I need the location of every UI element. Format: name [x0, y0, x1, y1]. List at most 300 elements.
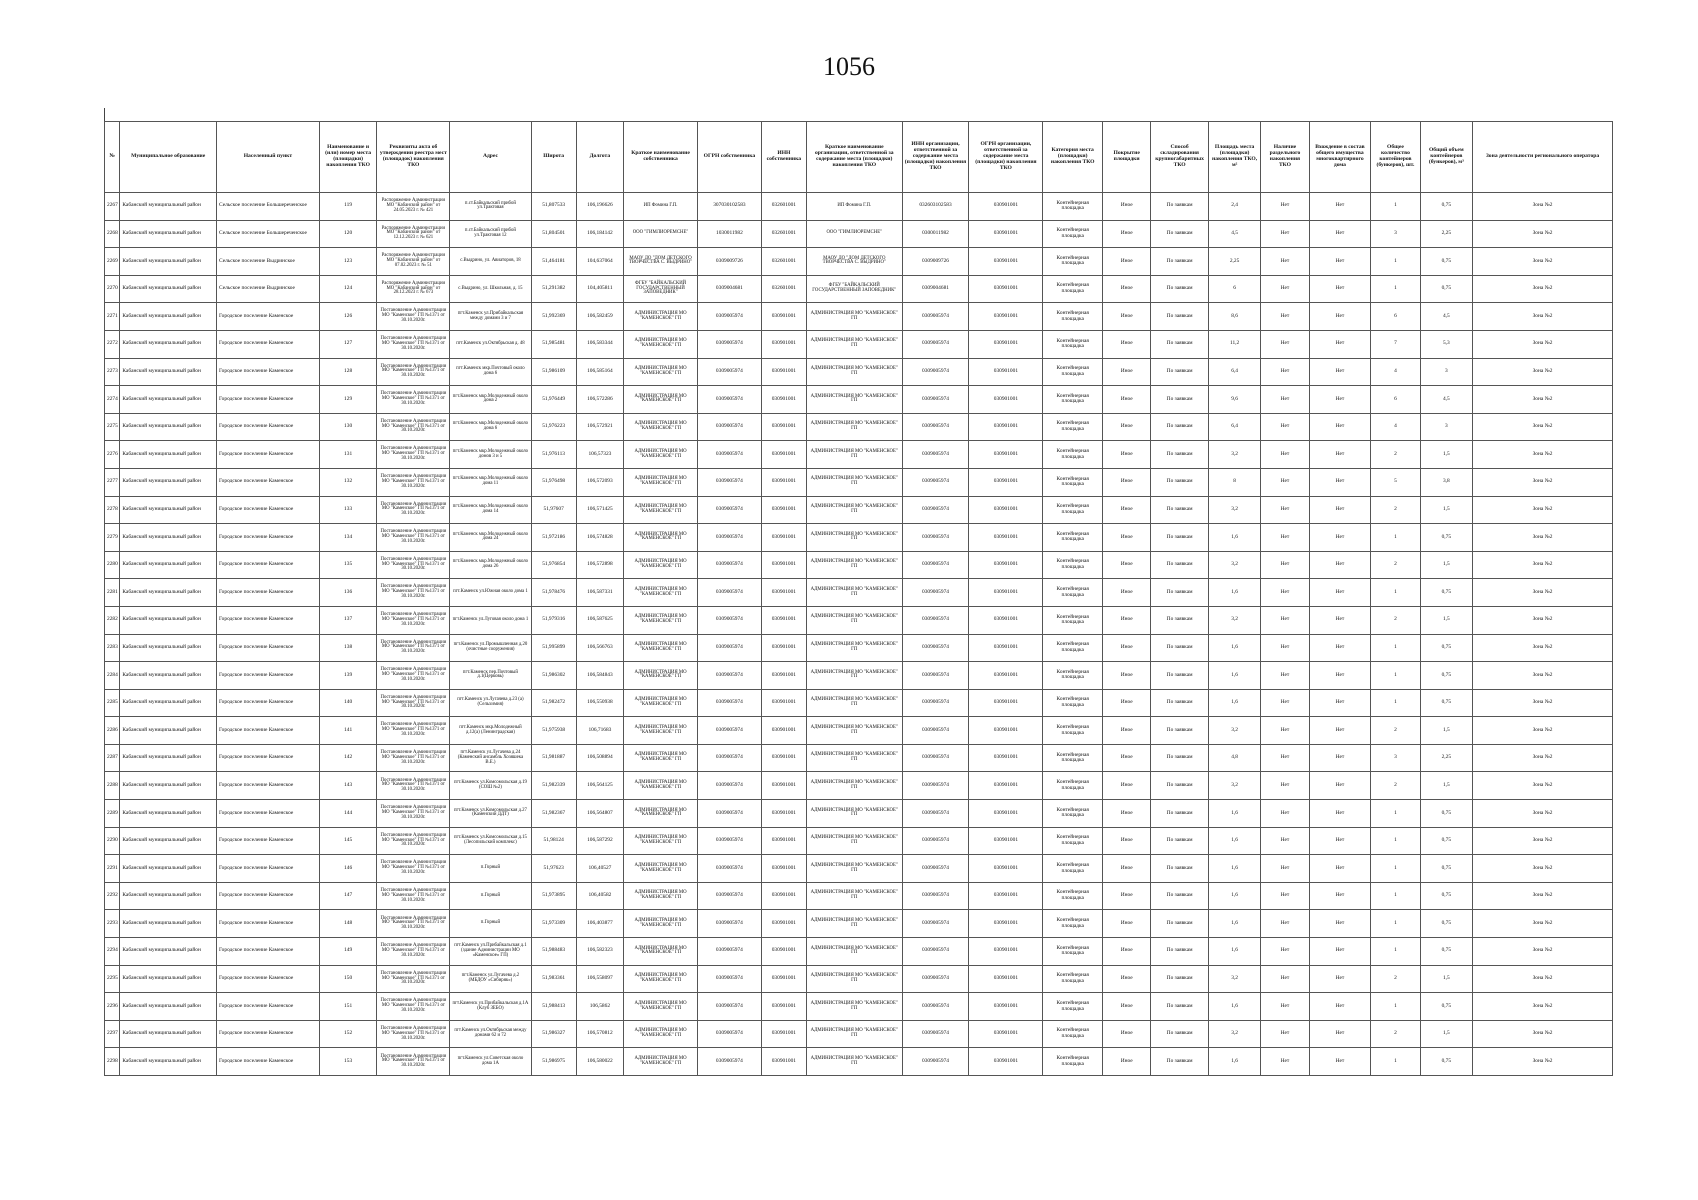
table-row	[105, 330, 1613, 358]
table-cell: 030901001	[761, 744, 806, 772]
table-cell: АДМИНИСТРАЦИЯ МО "КАМЕНСКОЕ" ГП	[624, 717, 698, 745]
table-cell: 1	[1371, 800, 1420, 828]
table-cell: Нет	[1309, 524, 1371, 552]
table-cell: Зона №2	[1473, 193, 1613, 221]
table-row	[105, 606, 1613, 634]
table-cell: 129	[319, 386, 377, 414]
table-cell: АДМИНИСТРАЦИЯ МО "КАМЕНСКОЕ" ГП	[624, 468, 698, 496]
table-cell: 51,973309	[531, 910, 576, 938]
table-cell: 1	[1371, 689, 1420, 717]
table-cell: Распоряжение Администрации МО "Кабанский район" от 24.05.2023 г. № 421	[377, 193, 450, 221]
table-cell: Контейнерная площадка	[1043, 882, 1103, 910]
table-cell: 0309005974	[698, 496, 762, 524]
table-cell: АДМИНИСТРАЦИЯ МО "КАМЕНСКОЕ" ГП	[806, 386, 902, 414]
table-cell: Нет	[1261, 193, 1309, 221]
table-cell: Нет	[1261, 662, 1309, 690]
table-cell: Зона №2	[1473, 496, 1613, 524]
table-cell: АДМИНИСТРАЦИЯ МО "КАМЕНСКОЕ" ГП	[624, 441, 698, 469]
table-cell: 131	[319, 441, 377, 469]
table-cell: 106,564807	[576, 800, 623, 828]
table-cell: пгт.Каменск ул.Октябрьская между домами 62 и 72	[450, 1020, 531, 1048]
table-cell: 0309005974	[902, 744, 969, 772]
table-cell: 1	[1371, 634, 1420, 662]
table-cell: Контейнерная площадка	[1043, 855, 1103, 883]
table-cell: 030901001	[969, 938, 1043, 966]
table-row	[105, 441, 1613, 469]
table-cell: АДМИНИСТРАЦИЯ МО "КАМЕНСКОЕ" ГП	[806, 579, 902, 607]
table-cell: Контейнерная площадка	[1043, 330, 1103, 358]
table-cell: 0309005974	[902, 993, 969, 1021]
table-cell: пгт.Каменск ул.Прибайкальская д.1А (Клуб ЗЕБО)	[450, 993, 531, 1021]
table-cell: По заявкам	[1151, 496, 1209, 524]
table-cell: 0309005974	[698, 993, 762, 1021]
table-cell: Нет	[1309, 882, 1371, 910]
table-cell: Постановление Администрации МО "Каменское" ГП №1371 от 30.10.2020г.	[377, 606, 450, 634]
table-cell: Кабанский муниципальный район	[120, 882, 217, 910]
table-cell: Городское поселение Каменское	[217, 1048, 320, 1076]
table-cell: Зона №2	[1473, 910, 1613, 938]
table-cell: По заявкам	[1151, 386, 1209, 414]
table-cell: 1,6	[1208, 993, 1260, 1021]
table-cell: Нет	[1309, 993, 1371, 1021]
table-cell: 51,97607	[531, 496, 576, 524]
table-cell: Сельское поселение Большереченское	[217, 220, 320, 248]
column-header: Наименование и (или) номер места (площадки) накопления ТКО	[319, 122, 377, 193]
table-cell: АДМИНИСТРАЦИЯ МО "КАМЕНСКОЕ" ГП	[624, 965, 698, 993]
table-cell: АДМИНИСТРАЦИЯ МО "КАМЕНСКОЕ" ГП	[624, 330, 698, 358]
table-cell: Контейнерная площадка	[1043, 496, 1103, 524]
table-cell: Иное	[1103, 1048, 1151, 1076]
frame-tick	[104, 108, 105, 122]
table-cell: 0309005974	[698, 303, 762, 331]
table-cell: 4,5	[1420, 386, 1472, 414]
table-cell: 307030102583	[698, 193, 762, 221]
table-cell: 1	[1371, 275, 1420, 303]
table-cell: Городское поселение Каменское	[217, 800, 320, 828]
table-cell: 032603102583	[902, 193, 969, 221]
table-cell: 143	[319, 772, 377, 800]
table-cell: 106,196626	[576, 193, 623, 221]
table-cell: 030901001	[761, 882, 806, 910]
table-cell: Кабанский муниципальный район	[120, 800, 217, 828]
table-cell: 51,983361	[531, 965, 576, 993]
table-cell: 030901001	[969, 855, 1043, 883]
table-cell: Нет	[1309, 579, 1371, 607]
column-header: ИНН собственника	[761, 122, 806, 193]
table-cell: Нет	[1309, 689, 1371, 717]
table-cell: пгт.Каменск пер.Почтовый д.1(Церковь)	[450, 662, 531, 690]
table-cell: пгт.Каменск мкр.Молодежный д.12(а) (Ленинградская)	[450, 717, 531, 745]
table-cell: Кабанский муниципальный район	[120, 441, 217, 469]
table-cell: Иное	[1103, 358, 1151, 386]
table-cell: 51,807533	[531, 193, 576, 221]
table-cell: 51,986302	[531, 662, 576, 690]
table-cell: 1,5	[1420, 717, 1472, 745]
table-cell: 1,6	[1208, 689, 1260, 717]
table-cell: 139	[319, 662, 377, 690]
table-cell: 51,995899	[531, 634, 576, 662]
table-cell: Нет	[1261, 524, 1309, 552]
column-header: Краткое наименование собственника	[624, 122, 698, 193]
table-cell: 030901001	[969, 386, 1043, 414]
table-cell: Постановление Администрации МО "Каменское" ГП №1371 от 30.10.2020г.	[377, 800, 450, 828]
table-cell: 145	[319, 827, 377, 855]
table-cell: Нет	[1261, 910, 1309, 938]
page-number: 1056	[823, 52, 875, 81]
table-cell: 0309005974	[698, 662, 762, 690]
table-cell: Постановление Администрации МО "Каменское" ГП №1371 от 30.10.2020г.	[377, 634, 450, 662]
table-cell: 1,5	[1420, 772, 1472, 800]
table-cell: 030901001	[761, 662, 806, 690]
table-cell: Иное	[1103, 303, 1151, 331]
table-cell: пгт.Каменск ул.Промышленная д.20 (очистные сооружения)	[450, 634, 531, 662]
table-cell: 0309005974	[902, 606, 969, 634]
table-cell: 2	[1371, 606, 1420, 634]
table-cell: 1,5	[1420, 496, 1472, 524]
table-cell: Кабанский муниципальный район	[120, 717, 217, 745]
table-cell: Зона №2	[1473, 772, 1613, 800]
table-cell: Контейнерная площадка	[1043, 413, 1103, 441]
table-cell: Постановление Администрации МО "Каменское" ГП №1371 от 30.10.2020г.	[377, 827, 450, 855]
table-cell: По заявкам	[1151, 689, 1209, 717]
table-cell: Нет	[1309, 965, 1371, 993]
table-cell: пгт.Каменск мкр.Молодежный около дома 14	[450, 496, 531, 524]
table-cell: 51,988413	[531, 993, 576, 1021]
table-cell: Нет	[1309, 1048, 1371, 1076]
table-cell: Иное	[1103, 551, 1151, 579]
table-cell: 106,403877	[576, 910, 623, 938]
table-cell: По заявкам	[1151, 1048, 1209, 1076]
table-cell: По заявкам	[1151, 772, 1209, 800]
table-cell: Зона №2	[1473, 606, 1613, 634]
table-cell: Сельское поселение Большереченское	[217, 193, 320, 221]
table-cell: 3	[1371, 220, 1420, 248]
table-cell: 2272	[105, 330, 120, 358]
table-cell: Иное	[1103, 744, 1151, 772]
column-header: Вхождение в состав общего имущества многоквартирного дома	[1309, 122, 1371, 193]
table-cell: АДМИНИСТРАЦИЯ МО "КАМЕНСКОЕ" ГП	[624, 910, 698, 938]
table-cell: Кабанский муниципальный район	[120, 1020, 217, 1048]
table-cell: Контейнерная площадка	[1043, 772, 1103, 800]
table-cell: 153	[319, 1048, 377, 1076]
table-cell: Контейнерная площадка	[1043, 220, 1103, 248]
table-cell: 51,976854	[531, 551, 576, 579]
table-cell: ИП Фомина Г.П.	[806, 193, 902, 221]
table-cell: 2287	[105, 744, 120, 772]
table-row	[105, 634, 1613, 662]
table-cell: 0309005974	[902, 358, 969, 386]
table-cell: 030901001	[761, 1020, 806, 1048]
table-cell: Нет	[1261, 965, 1309, 993]
table-cell: 2298	[105, 1048, 120, 1076]
table-cell: пгт.Каменск мкр.Почтовый около дома 6	[450, 358, 531, 386]
table-cell: Городское поселение Каменское	[217, 772, 320, 800]
table-cell: АДМИНИСТРАЦИЯ МО "КАМЕНСКОЕ" ГП	[806, 330, 902, 358]
table-cell: 0,75	[1420, 993, 1472, 1021]
table-cell: 104,405811	[576, 275, 623, 303]
table-cell: Кабанский муниципальный район	[120, 193, 217, 221]
table-cell: 030901001	[761, 634, 806, 662]
table-cell: Контейнерная площадка	[1043, 441, 1103, 469]
table-cell: АДМИНИСТРАЦИЯ МО "КАМЕНСКОЕ" ГП	[624, 882, 698, 910]
table-cell: АДМИНИСТРАЦИЯ МО "КАМЕНСКОЕ" ГП	[806, 1020, 902, 1048]
table-cell: Городское поселение Каменское	[217, 496, 320, 524]
table-cell: 030901001	[761, 551, 806, 579]
table-cell: Кабанский муниципальный район	[120, 413, 217, 441]
table-cell: 2292	[105, 882, 120, 910]
table-cell: Нет	[1309, 827, 1371, 855]
table-cell: Нет	[1309, 386, 1371, 414]
table-cell: 030901001	[969, 662, 1043, 690]
table-cell: 0309005974	[902, 882, 969, 910]
table-cell: Кабанский муниципальный район	[120, 827, 217, 855]
table-cell: 1	[1371, 1048, 1420, 1076]
table-cell: Городское поселение Каменское	[217, 524, 320, 552]
table-cell: 128	[319, 358, 377, 386]
table-cell: 136	[319, 579, 377, 607]
table-cell: Нет	[1309, 800, 1371, 828]
table-cell: 030901001	[761, 855, 806, 883]
table-cell: 0309005974	[902, 689, 969, 717]
table-cell: 51,982472	[531, 689, 576, 717]
table-cell: 0,75	[1420, 882, 1472, 910]
table-cell: 106,580022	[576, 1048, 623, 1076]
table-cell: 1,6	[1208, 524, 1260, 552]
table-cell: 030901001	[969, 965, 1043, 993]
table-cell: Постановление Администрации МО "Каменское" ГП №1371 от 30.10.2020г.	[377, 468, 450, 496]
table-cell: 1	[1371, 579, 1420, 607]
table-cell: Иное	[1103, 882, 1151, 910]
table-cell: 030901001	[761, 1048, 806, 1076]
table-cell: Нет	[1309, 496, 1371, 524]
table-cell: 2278	[105, 496, 120, 524]
table-cell: 3,2	[1208, 606, 1260, 634]
table-cell: 0309005974	[902, 965, 969, 993]
table-cell: Иное	[1103, 220, 1151, 248]
table-cell: АДМИНИСТРАЦИЯ МО "КАМЕНСКОЕ" ГП	[806, 938, 902, 966]
table-cell: Кабанский муниципальный район	[120, 606, 217, 634]
table-cell: 2295	[105, 965, 120, 993]
table-cell: Нет	[1309, 606, 1371, 634]
table-cell: 0309005974	[698, 579, 762, 607]
table-cell: АДМИНИСТРАЦИЯ МО "КАМЕНСКОЕ" ГП	[806, 855, 902, 883]
table-cell: Кабанский муниципальный район	[120, 386, 217, 414]
table-cell: Постановление Администрации МО "Каменское" ГП №1371 от 30.10.2020г.	[377, 1020, 450, 1048]
table-cell: 2291	[105, 855, 120, 883]
table-cell: АДМИНИСТРАЦИЯ МО "КАМЕНСКОЕ" ГП	[624, 689, 698, 717]
table-cell: 106,587331	[576, 579, 623, 607]
table-cell: АДМИНИСТРАЦИЯ МО "КАМЕНСКОЕ" ГП	[624, 524, 698, 552]
table-cell: п.ст.Байкальский прибой ул.Трактовая 12	[450, 220, 531, 248]
table-cell: 2290	[105, 827, 120, 855]
table-cell: 0309005974	[698, 441, 762, 469]
table-cell: Городское поселение Каменское	[217, 386, 320, 414]
table-cell: 1,5	[1420, 606, 1472, 634]
table-cell: Иное	[1103, 330, 1151, 358]
table-cell: 0309005974	[902, 855, 969, 883]
table-cell: Иное	[1103, 827, 1151, 855]
table-cell: Контейнерная площадка	[1043, 579, 1103, 607]
table-cell: пгт.Каменск мкр.Молодежный около дома 11	[450, 468, 531, 496]
table-cell: Постановление Администрации МО "Каменское" ГП №1371 от 30.10.2020г.	[377, 965, 450, 993]
table-cell: 0309005974	[698, 965, 762, 993]
table-cell: 51,804501	[531, 220, 576, 248]
table-cell: 0309005974	[902, 413, 969, 441]
table-cell: Нет	[1261, 800, 1309, 828]
table-cell: 3,2	[1208, 551, 1260, 579]
table-cell: п.Горный	[450, 910, 531, 938]
table-cell: 030901001	[969, 468, 1043, 496]
table-cell: АДМИНИСТРАЦИЯ МО "КАМЕНСКОЕ" ГП	[624, 744, 698, 772]
table-cell: 106,550938	[576, 689, 623, 717]
table-cell: 030901001	[969, 1020, 1043, 1048]
table-cell: 030901001	[969, 248, 1043, 276]
table-cell: 030901001	[761, 468, 806, 496]
table-cell: Иное	[1103, 524, 1151, 552]
table-cell: Иное	[1103, 855, 1151, 883]
table-cell: По заявкам	[1151, 441, 1209, 469]
table-cell: АДМИНИСТРАЦИЯ МО "КАМЕНСКОЕ" ГП	[806, 468, 902, 496]
table-cell: 144	[319, 800, 377, 828]
table-cell: АДМИНИСТРАЦИЯ МО "КАМЕНСКОЕ" ГП	[806, 910, 902, 938]
table-cell: Нет	[1261, 220, 1309, 248]
table-cell: Кабанский муниципальный район	[120, 772, 217, 800]
table-cell: АДМИНИСТРАЦИЯ МО "КАМЕНСКОЕ" ГП	[624, 496, 698, 524]
table-cell: пгт.Каменск ул.Советская около дома 1А	[450, 1048, 531, 1076]
registry-table-wrapper	[104, 121, 1613, 1076]
table-cell: 030901001	[969, 330, 1043, 358]
table-cell: 1	[1371, 248, 1420, 276]
table-cell: 030901001	[761, 524, 806, 552]
table-cell: АДМИНИСТРАЦИЯ МО "КАМЕНСКОЕ" ГП	[806, 634, 902, 662]
table-cell: 030901001	[969, 800, 1043, 828]
table-cell: 106,582459	[576, 303, 623, 331]
table-cell: Нет	[1309, 330, 1371, 358]
table-cell: 2285	[105, 689, 120, 717]
table-cell: 1,6	[1208, 938, 1260, 966]
table-cell: Городское поселение Каменское	[217, 910, 320, 938]
table-cell: 51,986975	[531, 1048, 576, 1076]
table-cell: 0309005974	[698, 855, 762, 883]
table-cell: 3,2	[1208, 441, 1260, 469]
table-cell: Контейнерная площадка	[1043, 386, 1103, 414]
table-cell: 0,75	[1420, 855, 1472, 883]
table-cell: Кабанский муниципальный район	[120, 358, 217, 386]
table-cell: Контейнерная площадка	[1043, 827, 1103, 855]
table-cell: Нет	[1309, 468, 1371, 496]
table-cell: 138	[319, 634, 377, 662]
table-cell: 030901001	[969, 220, 1043, 248]
table-cell: 8,6	[1208, 303, 1260, 331]
table-cell: 140	[319, 689, 377, 717]
table-cell: 51,976113	[531, 441, 576, 469]
table-cell: 0309005974	[698, 689, 762, 717]
table-cell: 6	[1371, 386, 1420, 414]
table-cell: 0309005974	[902, 441, 969, 469]
table-cell: Зона №2	[1473, 524, 1613, 552]
table-cell: 51,972186	[531, 524, 576, 552]
table-cell: Иное	[1103, 413, 1151, 441]
table-cell: 120	[319, 220, 377, 248]
table-cell: 0309009726	[698, 248, 762, 276]
table-cell: 030901001	[969, 551, 1043, 579]
table-cell: 0,75	[1420, 800, 1472, 828]
table-cell: Зона №2	[1473, 468, 1613, 496]
table-cell: Постановление Администрации МО "Каменское" ГП №1371 от 30.10.2020г.	[377, 855, 450, 883]
table-cell: Зона №2	[1473, 827, 1613, 855]
table-cell: Зона №2	[1473, 441, 1613, 469]
table-cell: Нет	[1309, 744, 1371, 772]
table-cell: 2277	[105, 468, 120, 496]
table-cell: АДМИНИСТРАЦИЯ МО "КАМЕНСКОЕ" ГП	[806, 303, 902, 331]
table-cell: Кабанский муниципальный район	[120, 496, 217, 524]
table-cell: 0309005974	[902, 662, 969, 690]
table-cell: 106,583344	[576, 330, 623, 358]
table-cell: 0309005974	[902, 579, 969, 607]
table-cell: Нет	[1309, 1020, 1371, 1048]
table-cell: Зона №2	[1473, 330, 1613, 358]
table-cell: Зона №2	[1473, 882, 1613, 910]
table-cell: Городское поселение Каменское	[217, 938, 320, 966]
table-cell: 150	[319, 965, 377, 993]
table-cell: 0,75	[1420, 662, 1472, 690]
table-cell: 106,570812	[576, 1020, 623, 1048]
table-cell: 0300011982	[902, 220, 969, 248]
table-cell: 106,558097	[576, 965, 623, 993]
table-cell: Контейнерная площадка	[1043, 662, 1103, 690]
table-cell: 0309005974	[902, 551, 969, 579]
table-cell: По заявкам	[1151, 882, 1209, 910]
table-cell: 9,6	[1208, 386, 1260, 414]
table-cell: МАОУ ДО "ДОМ ДЕТСКОГО ТВОРЧЕСТВА С. ВЫДРИНО"	[806, 248, 902, 276]
table-cell: Зона №2	[1473, 1020, 1613, 1048]
table-row	[105, 800, 1613, 828]
table-cell: 0,75	[1420, 827, 1472, 855]
table-cell: 032601001	[761, 248, 806, 276]
table-cell: 106,571425	[576, 496, 623, 524]
table-cell: 030901001	[969, 441, 1043, 469]
table-cell: 1	[1371, 662, 1420, 690]
table-cell: По заявкам	[1151, 606, 1209, 634]
table-cell: Зона №2	[1473, 303, 1613, 331]
table-cell: п.Горный	[450, 855, 531, 883]
table-cell: 030901001	[969, 882, 1043, 910]
table-cell: Городское поселение Каменское	[217, 993, 320, 1021]
table-cell: Нет	[1261, 330, 1309, 358]
table-cell: По заявкам	[1151, 1020, 1209, 1048]
table-cell: Иное	[1103, 386, 1151, 414]
table-cell: 0309005974	[698, 468, 762, 496]
table-cell: 51,982339	[531, 772, 576, 800]
table-cell: 0309005974	[902, 330, 969, 358]
table-cell: Зона №2	[1473, 1048, 1613, 1076]
table-cell: Постановление Администрации МО "Каменское" ГП №1371 от 30.10.2020г.	[377, 413, 450, 441]
table-cell: АДМИНИСТРАЦИЯ МО "КАМЕНСКОЕ" ГП	[806, 993, 902, 1021]
table-cell: АДМИНИСТРАЦИЯ МО "КАМЕНСКОЕ" ГП	[624, 413, 698, 441]
table-cell: 030901001	[761, 606, 806, 634]
table-cell: Нет	[1261, 496, 1309, 524]
table-cell: 0309005974	[902, 938, 969, 966]
table-cell: Контейнерная площадка	[1043, 717, 1103, 745]
table-cell: Нет	[1309, 772, 1371, 800]
table-cell: Нет	[1261, 358, 1309, 386]
table-cell: 030901001	[969, 689, 1043, 717]
table-cell: п.ст.Байкальский прибой ул.Трактовая	[450, 193, 531, 221]
table-cell: АДМИНИСТРАЦИЯ МО "КАМЕНСКОЕ" ГП	[624, 938, 698, 966]
table-cell: 2,25	[1208, 248, 1260, 276]
table-cell: Иное	[1103, 1020, 1151, 1048]
table-cell: Иное	[1103, 938, 1151, 966]
